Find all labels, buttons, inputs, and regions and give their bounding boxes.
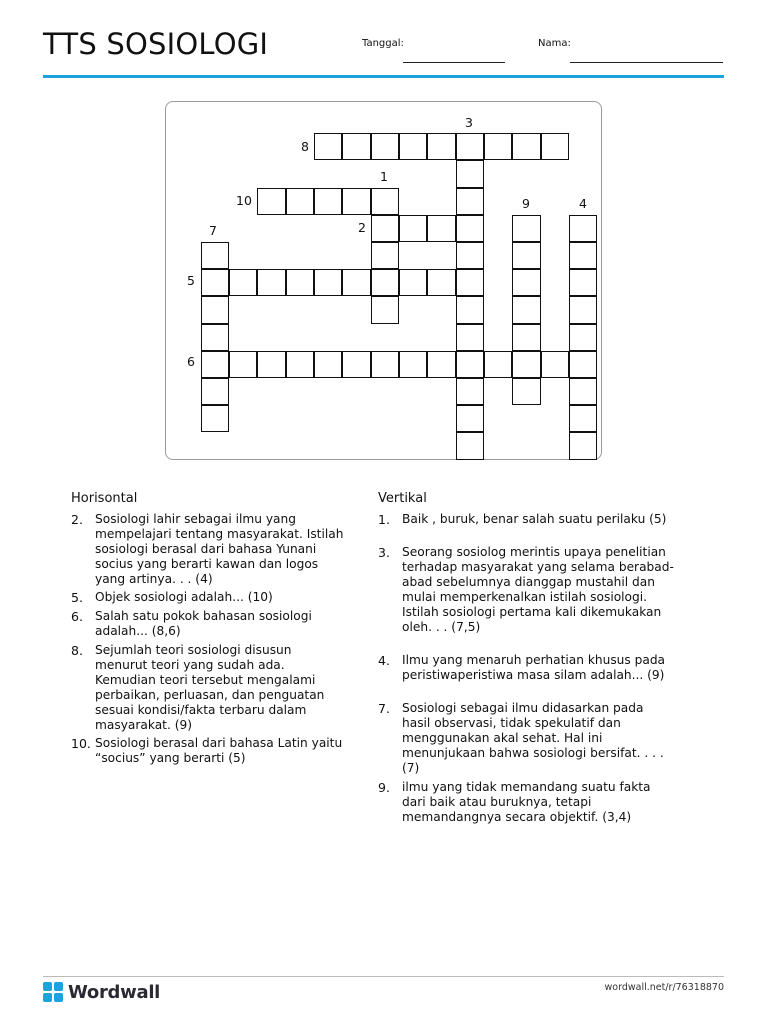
crossword-cell[interactable] xyxy=(342,133,370,160)
crossword-cell[interactable] xyxy=(427,351,455,378)
horizontal-heading: Horisontal xyxy=(71,491,138,506)
grid-number-7: 7 xyxy=(209,223,217,238)
crossword-cell[interactable] xyxy=(201,405,229,432)
crossword-cell[interactable] xyxy=(512,351,540,378)
footer-url: wordwall.net/r/76318870 xyxy=(604,982,724,993)
crossword-cell[interactable] xyxy=(427,133,455,160)
crossword-cell[interactable] xyxy=(456,133,484,160)
grid-number-5: 5 xyxy=(187,273,195,288)
clue-text: Seorang sosiolog merintis upaya penelitian terhadap masyarakat yang selama berabad-abad sebelumnya dianggap mustahil dan mulai memperkenalkan istilah sosiologi. Istilah sosiologi pertama kali dikemukakan oleh. . . (7,5) xyxy=(402,545,674,634)
clue-number: 10. xyxy=(71,736,91,751)
clue-text: Ilmu yang menaruh perhatian khusus pada peristiwaperistiwa masa silam adalah... (9) xyxy=(402,653,666,682)
crossword-cell[interactable] xyxy=(314,133,342,160)
crossword-cell[interactable] xyxy=(314,188,342,215)
crossword-cell[interactable] xyxy=(257,269,285,296)
crossword-cell[interactable] xyxy=(569,378,597,405)
clue-number: 1. xyxy=(378,512,390,527)
crossword-cell[interactable] xyxy=(456,378,484,405)
crossword-cell[interactable] xyxy=(456,188,484,215)
crossword-cell[interactable] xyxy=(399,215,427,242)
wordwall-logo xyxy=(43,981,160,1003)
clue-number: 8. xyxy=(71,643,83,658)
crossword-cell[interactable] xyxy=(399,133,427,160)
crossword-cell[interactable] xyxy=(569,405,597,432)
page-title: TTS SOSIOLOGI xyxy=(43,27,269,61)
crossword-cell[interactable] xyxy=(456,269,484,296)
crossword-cell[interactable] xyxy=(286,188,314,215)
wordwall-brand: Wordwall xyxy=(68,981,161,1003)
crossword-cell[interactable] xyxy=(371,188,399,215)
clue-text: Objek sosiologi adalah... (10) xyxy=(95,590,273,604)
clue-text: Sosiologi sebagai ilmu didasarkan pada hasil observasi, tidak spekulatif dan menggunakan akal sehat. Hal ini menunjukaan bahwa sosiologi bersifat. . . . (7) xyxy=(402,701,664,775)
clue-text: Salah satu pokok bahasan sosiologi adalah... (8,6) xyxy=(95,609,312,638)
crossword-cell[interactable] xyxy=(512,242,540,269)
crossword-cell[interactable] xyxy=(201,378,229,405)
clue-number: 6. xyxy=(71,609,83,624)
clue-number: 3. xyxy=(378,545,390,560)
grid-number-4: 4 xyxy=(579,196,587,211)
name-label: Nama: xyxy=(538,38,571,49)
crossword-cell[interactable] xyxy=(371,242,399,269)
date-field-line xyxy=(403,62,505,63)
crossword-cell[interactable] xyxy=(569,351,597,378)
clue-number: 2. xyxy=(71,512,83,527)
clue-text: ilmu yang tidak memandang suatu fakta dari baik atau buruknya, tetapi memandangnya secara objektif. (3,4) xyxy=(402,780,651,824)
crossword-cell[interactable] xyxy=(229,269,257,296)
clue-text: Baik , buruk, benar salah suatu perilaku (5) xyxy=(402,512,667,526)
header-divider xyxy=(43,75,724,78)
crossword-cell[interactable] xyxy=(456,160,484,187)
crossword-cell[interactable] xyxy=(201,351,229,378)
date-label: Tanggal: xyxy=(362,38,404,49)
crossword-cell[interactable] xyxy=(342,188,370,215)
crossword-cell[interactable] xyxy=(371,351,399,378)
crossword-cell[interactable] xyxy=(399,269,427,296)
crossword-cell[interactable] xyxy=(286,269,314,296)
grid-number-3: 3 xyxy=(465,115,473,130)
crossword-cell[interactable] xyxy=(512,378,540,405)
crossword-cell[interactable] xyxy=(314,269,342,296)
clue-number: 5. xyxy=(71,590,83,605)
name-field-line xyxy=(570,62,723,63)
crossword-cell[interactable] xyxy=(569,215,597,242)
crossword-cell[interactable] xyxy=(201,269,229,296)
clue-text: Sosiologi berasal dari bahasa Latin yaitu “socius” yang berarti (5) xyxy=(95,736,343,765)
crossword-cell[interactable] xyxy=(512,296,540,323)
wordwall-logo-icon xyxy=(43,982,63,1002)
crossword-cell[interactable] xyxy=(569,242,597,269)
crossword-cell[interactable] xyxy=(512,215,540,242)
crossword-cell[interactable] xyxy=(541,351,569,378)
crossword-cell[interactable] xyxy=(569,269,597,296)
vertical-heading: Vertikal xyxy=(378,491,427,506)
crossword-cell[interactable] xyxy=(569,324,597,351)
crossword-cell[interactable] xyxy=(371,133,399,160)
crossword-cell[interactable] xyxy=(427,215,455,242)
crossword-cell[interactable] xyxy=(342,351,370,378)
crossword-cell[interactable] xyxy=(456,405,484,432)
crossword-cell[interactable] xyxy=(257,351,285,378)
crossword-cell[interactable] xyxy=(201,296,229,323)
crossword-cell[interactable] xyxy=(456,242,484,269)
crossword-cell[interactable] xyxy=(569,432,597,459)
crossword-cell[interactable] xyxy=(456,296,484,323)
grid-number-10: 10 xyxy=(236,193,252,208)
crossword-cell[interactable] xyxy=(427,269,455,296)
crossword-cell[interactable] xyxy=(229,351,257,378)
crossword-cell[interactable] xyxy=(541,133,569,160)
footer-divider xyxy=(43,976,724,977)
crossword-cell[interactable] xyxy=(456,351,484,378)
grid-number-9: 9 xyxy=(522,196,530,211)
crossword-cell[interactable] xyxy=(569,296,597,323)
crossword-cell[interactable] xyxy=(201,324,229,351)
crossword-cell[interactable] xyxy=(371,269,399,296)
clue-number: 4. xyxy=(378,653,390,668)
crossword-cell[interactable] xyxy=(371,215,399,242)
crossword-cell[interactable] xyxy=(512,324,540,351)
crossword-cell[interactable] xyxy=(314,351,342,378)
crossword-cell[interactable] xyxy=(371,296,399,323)
crossword-cell[interactable] xyxy=(484,351,512,378)
crossword-cell[interactable] xyxy=(342,269,370,296)
crossword-cell[interactable] xyxy=(456,432,484,459)
crossword-cell[interactable] xyxy=(257,188,285,215)
crossword-cell[interactable] xyxy=(512,269,540,296)
clue-number: 7. xyxy=(378,701,390,716)
grid-number-8: 8 xyxy=(301,139,309,154)
grid-number-2: 2 xyxy=(358,220,366,235)
crossword-cell[interactable] xyxy=(286,351,314,378)
crossword-cell[interactable] xyxy=(456,215,484,242)
clue-text: Sejumlah teori sosiologi disusun menurut teori yang sudah ada. Kemudian teori tersebut mengalami perbaikan, perluasan, dan penguatan sesuai kondisi/fakta terbaru dalam masyarakat. (9) xyxy=(95,643,325,732)
crossword-cell[interactable] xyxy=(512,133,540,160)
crossword-cell[interactable] xyxy=(399,351,427,378)
clue-number: 9. xyxy=(378,780,390,795)
crossword-cell[interactable] xyxy=(201,242,229,269)
clue-text: Sosiologi lahir sebagai ilmu yang mempelajari tentang masyarakat. Istilah sosiologi berasal dari bahasa Yunani socius yang berarti kawan dan logos yang artinya. . . (4) xyxy=(95,512,344,586)
grid-number-6: 6 xyxy=(187,354,195,369)
crossword-cell[interactable] xyxy=(456,324,484,351)
crossword-cell[interactable] xyxy=(484,133,512,160)
grid-number-1: 1 xyxy=(380,169,388,184)
